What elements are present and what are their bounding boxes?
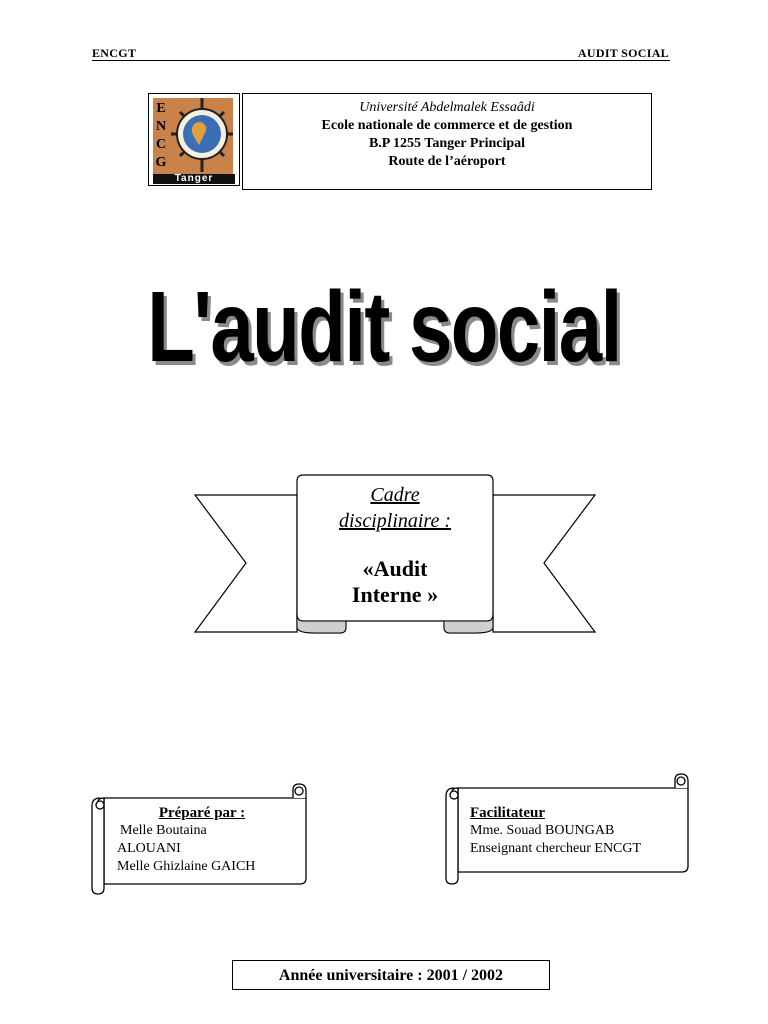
prepared-heading: Préparé par : <box>158 805 246 821</box>
facilitator-role: Enseignant chercheur ENCGT <box>470 841 642 856</box>
academic-year: Année universitaire : 2001 / 2002 <box>232 960 550 990</box>
banner-subject-line1: «Audit <box>362 556 428 581</box>
prepared-content <box>117 804 307 876</box>
logo-letter-n: N <box>155 119 167 134</box>
prepared-line1: Melle Boutaina <box>120 823 207 838</box>
logo-letter-e: E <box>156 101 166 116</box>
banner-subject-line2: Interne » <box>351 582 439 607</box>
institution-box <box>242 93 652 190</box>
facilitator-heading: Facilitateur <box>470 805 545 821</box>
header-divider <box>92 60 670 61</box>
prepared-line3: Melle Ghizlaine GAICH <box>117 859 256 874</box>
logo-letter-c: C <box>155 137 167 152</box>
school-name: Ecole nationale de commerce et de gestion <box>321 118 573 133</box>
banner-text <box>298 482 492 607</box>
banner-label-line2: disciplinaire : <box>338 510 452 532</box>
document-title: L'audit social <box>147 271 621 383</box>
school-route: Route de l’aéroport <box>388 154 506 169</box>
facilitator-name: Mme. Souad BOUNGAB <box>470 823 615 838</box>
logo-letter-g: G <box>155 155 167 170</box>
banner-label-line1: Cadre <box>370 484 420 506</box>
facilitator-content <box>470 804 685 858</box>
school-address: B.P 1255 Tanger Principal <box>368 136 526 151</box>
header-right: AUDIT SOCIAL <box>577 46 669 60</box>
logo-city: Tanger <box>174 173 214 184</box>
university-name: Université Abdelmalek Essaâdi <box>359 100 535 115</box>
header-left: ENCGT <box>92 46 137 60</box>
prepared-line2: ALOUANI <box>117 841 181 856</box>
encg-logo <box>148 93 240 186</box>
